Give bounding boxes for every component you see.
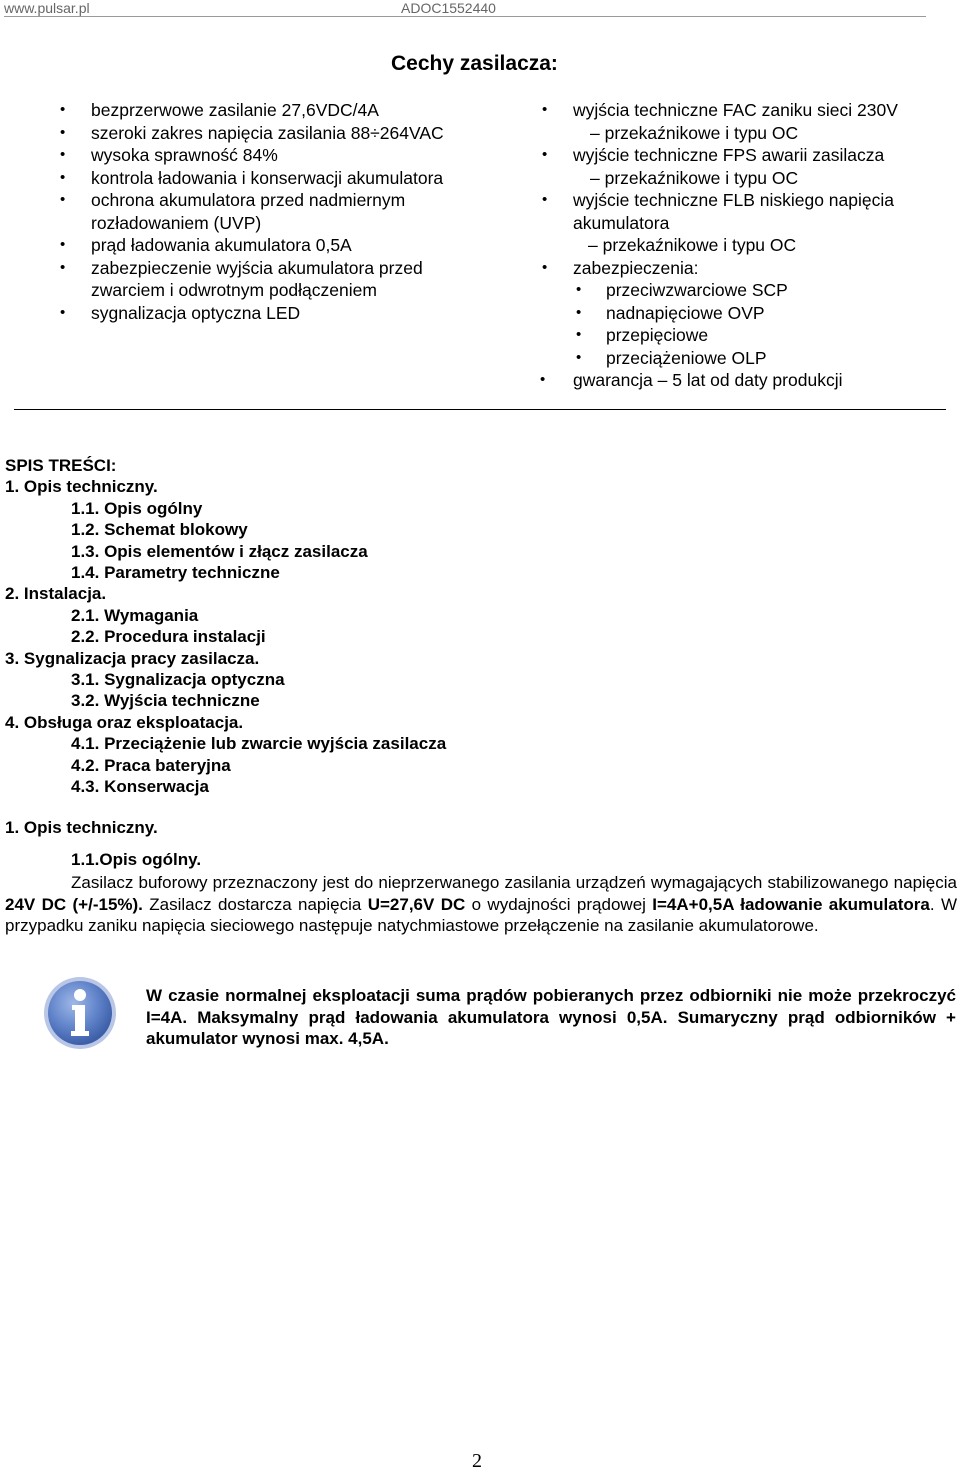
toc-item: 1.3. Opis elementów i złącz zasilacza	[71, 541, 368, 561]
toc-item: 4.3. Konserwacja	[71, 777, 209, 797]
feature-subitem: • przeciążeniowe OLP	[573, 347, 948, 370]
subsection-heading: 1.1.Opis ogólny.	[71, 850, 202, 869]
toc-item: 2.2. Procedura instalacji	[71, 627, 266, 647]
section-divider	[14, 409, 946, 410]
toc-item: 3. Sygnalizacja pracy zasilacza.	[5, 648, 260, 668]
page-title: Cechy zasilacza:	[391, 52, 558, 75]
feature-subitem: • przepięciowe	[573, 324, 948, 347]
feature-item: • wyjścia techniczne FAC zaniku sieci 230V	[573, 99, 948, 122]
toc-item: 1. Opis techniczny.	[5, 477, 158, 497]
info-note: W czasie normalnej eksploatacji suma prądów pobieranych przez odbiorniki nie może przekroczyć I=4A. Maksymalny prąd ładowania akumulatora wynosi 0,5A. Sumaryczny prąd odbiorników + akumulator wynosi max. 4,5A.	[146, 986, 956, 1048]
feature-item: • kontrola ładowania i konserwacji akumulatora	[91, 167, 511, 190]
toc-item: 2. Instalacja.	[5, 584, 107, 604]
feature-item-continued: – przekaźnikowe i typu OC	[588, 235, 797, 255]
toc-item: 4.2. Praca bateryjna	[71, 755, 231, 775]
page-number: 2	[472, 1450, 482, 1472]
feature-item-continued: rozładowaniem (UVP)	[91, 212, 262, 233]
para-bold: U=27,6V DC	[367, 894, 466, 914]
para-bold: 24V DC (+/-15%).	[5, 894, 143, 914]
feature-item: • ochrona akumulatora przed nadmiernym	[91, 189, 511, 212]
header-doc-id: ADOC1552440	[401, 0, 496, 16]
features-right-list	[573, 99, 948, 392]
page-header	[4, 0, 926, 18]
para-text: Zasilacz buforowy przeznaczony jest do nieprzerwanego zasilania urządzeń wymagających stabilizowanego napięcia	[71, 873, 957, 892]
feature-item: • wysoka sprawność 84%	[91, 144, 511, 167]
table-of-contents	[5, 455, 446, 798]
toc-item: 1.4. Parametry techniczne	[71, 563, 280, 583]
feature-item: • zabezpieczenie wyjścia akumulatora przed	[91, 257, 511, 280]
feature-item: • wyjście techniczne FPS awarii zasilacza	[573, 144, 948, 167]
feature-item-continued: – przekaźnikowe i typu OC	[590, 167, 799, 188]
toc-item: 1.1. Opis ogólny	[71, 498, 203, 518]
toc-heading: SPIS TREŚCI:	[5, 456, 117, 475]
toc-item: 4. Obsługa oraz eksploatacja.	[5, 712, 244, 732]
feature-item-continued: zwarciem i odwrotnym podłączeniem	[91, 280, 377, 300]
feature-item-continued: akumulatora	[573, 212, 670, 233]
feature-item: • szeroki zakres napięcia zasilania 88÷264VAC	[91, 122, 511, 145]
feature-item: • gwarancja – 5 lat od daty produkcji	[573, 369, 948, 392]
para-bold: I=4A+0,5A ładowanie akumulatora	[652, 894, 930, 914]
feature-subitem: • nadnapięciowe OVP	[573, 302, 948, 325]
feature-item: • wyjście techniczne FLB niskiego napięcia	[573, 189, 948, 212]
feature-item-continued: – przekaźnikowe i typu OC	[590, 122, 799, 143]
features-left-list	[91, 99, 511, 324]
section-heading: 1. Opis techniczny.	[5, 818, 158, 837]
para-text: o wydajności prądowej	[465, 894, 653, 914]
feature-item: • zabezpieczenia:	[573, 257, 948, 280]
header-site: www.pulsar.pl	[4, 0, 90, 16]
toc-item: 3.1. Sygnalizacja optyczna	[71, 670, 285, 690]
para-text: . W przypadku zaniku napięcia sieciowego następuje natychmiastowe przełączenie na zasilanie akumulatorowe.	[5, 894, 957, 935]
toc-item: 3.2. Wyjścia techniczne	[71, 691, 260, 711]
description-paragraph	[5, 872, 957, 937]
header-rule	[4, 16, 926, 17]
para-text: Zasilacz dostarcza napięcia	[142, 894, 368, 914]
feature-item: • prąd ładowania akumulatora 0,5A	[91, 234, 511, 257]
toc-item: 1.2. Schemat blokowy	[71, 520, 248, 540]
toc-item: 4.1. Przeciążenie lub zwarcie wyjścia zasilacza	[71, 734, 447, 754]
feature-item: • bezprzerwowe zasilanie 27,6VDC/4A	[91, 99, 511, 122]
toc-item: 2.1. Wymagania	[71, 605, 199, 625]
feature-item: • sygnalizacja optyczna LED	[91, 302, 511, 325]
feature-subitem: • przeciwzwarciowe SCP	[573, 279, 948, 302]
info-icon	[42, 975, 118, 1051]
